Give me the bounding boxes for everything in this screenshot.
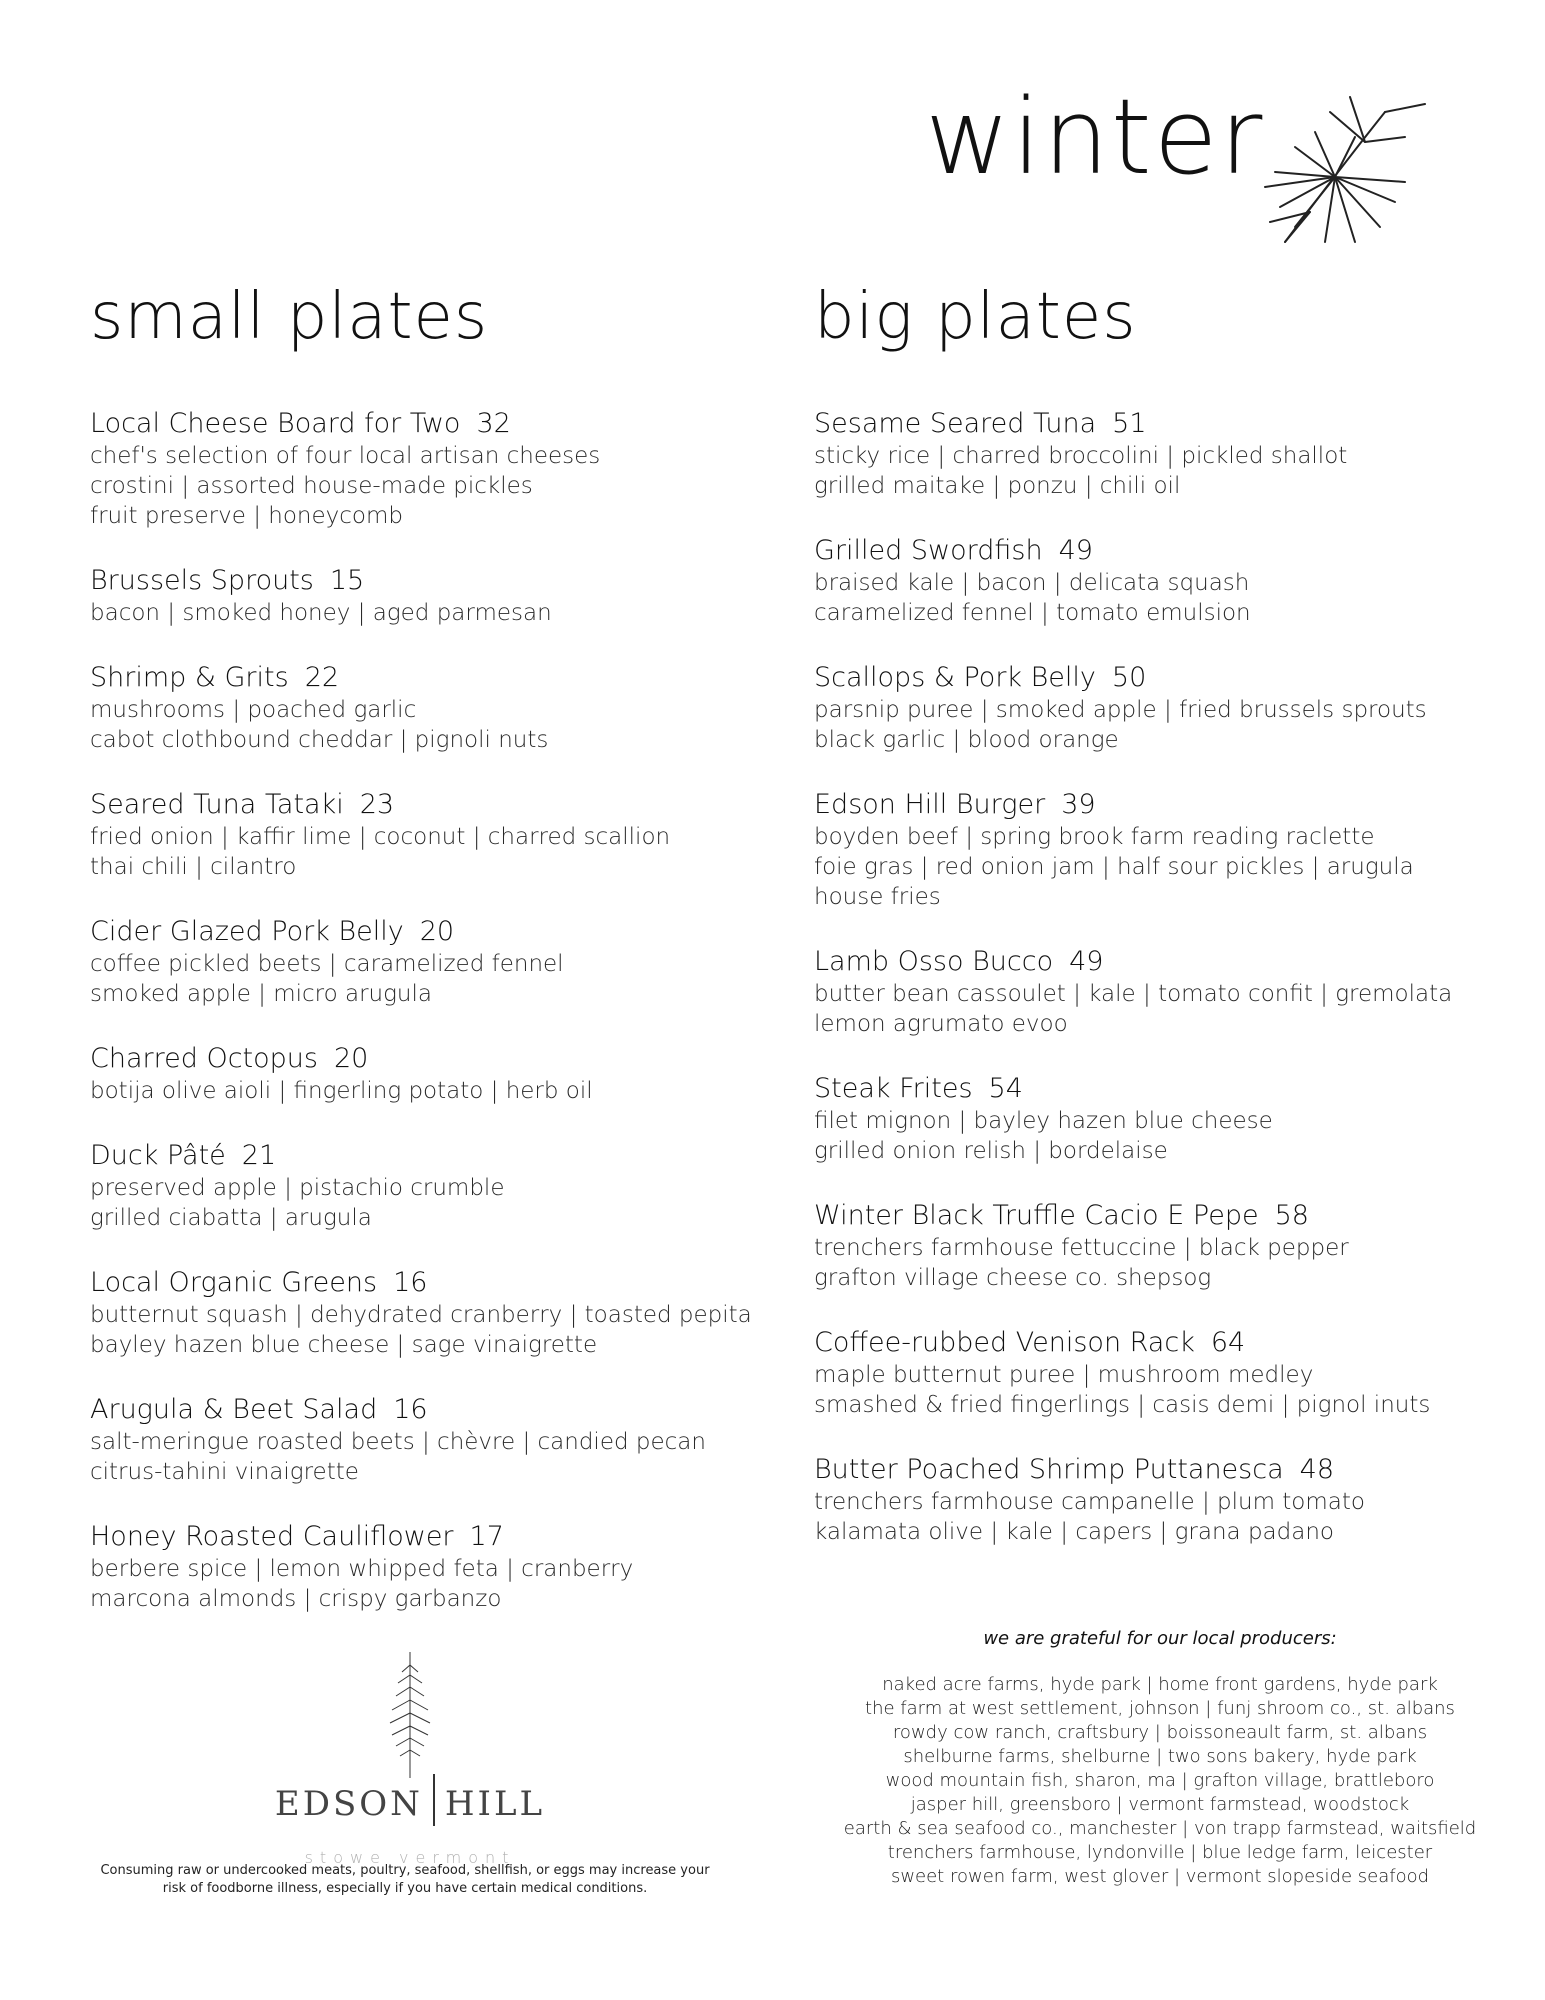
menu-item-header <box>90 1139 770 1173</box>
menu-item-price: 49 <box>1069 946 1104 977</box>
menu-item-price: 16 <box>393 1394 428 1425</box>
menu-item-description: fried onion | kaffir lime | coconut | charred scallion <box>90 824 671 850</box>
menu-item-description: boyden beef | spring brook farm reading raclette <box>814 824 1375 850</box>
menu-item-description: marcona almonds | crispy garbanzo <box>90 1586 502 1612</box>
menu-item-name: Cider Glazed Pork Belly <box>90 916 404 947</box>
menu-item-header <box>814 788 1514 822</box>
season-title: winter <box>925 76 1265 198</box>
menu-item-price: 39 <box>1061 789 1096 820</box>
section-title-big-plates: big plates <box>814 280 1137 354</box>
menu-item-description: chef's selection of four local artisan cheeses <box>90 443 601 469</box>
menu-item-description: butter bean cassoulet | kale | tomato confit | gremolata <box>814 981 1453 1007</box>
menu-item-header <box>814 1072 1514 1106</box>
menu-item-description: mushrooms | poached garlic <box>90 697 417 723</box>
menu-item-price: 22 <box>304 662 340 693</box>
menu-item <box>90 1520 770 1614</box>
menu-item-name: Seared Tuna Tataki <box>90 789 344 820</box>
brand-name-left: EDSON <box>274 1784 423 1824</box>
menu-item <box>814 534 1514 628</box>
menu-item-price: 64 <box>1210 1327 1246 1358</box>
menu-item-header <box>814 945 1514 979</box>
menu-item-description: botija olive aioli | fingerling potato | herb oil <box>90 1078 593 1104</box>
menu-item <box>814 1453 1514 1547</box>
menu-item-description: trenchers farmhouse fettuccine | black pepper <box>814 1235 1349 1261</box>
menu-item-description: kalamata olive | kale | capers | grana padano <box>814 1519 1334 1545</box>
menu-item-description: fruit preserve | honeycomb <box>90 503 403 529</box>
producer-line: shelburne farms, shelburne | two sons bakery, hyde park <box>903 1746 1417 1767</box>
menu-item-header <box>814 1326 1514 1360</box>
producer-line: earth & sea seafood co., manchester | von trapp farmstead, waitsfield <box>843 1818 1477 1839</box>
menu-item <box>90 407 770 531</box>
menu-item-name: Duck Pâté <box>90 1140 226 1171</box>
menu-item <box>90 1042 770 1106</box>
menu-item-header <box>90 788 770 822</box>
menu-item-description: preserved apple | pistachio crumble <box>90 1175 505 1201</box>
menu-item-header <box>90 1520 770 1554</box>
menu-item-description: foie gras | red onion jam | half sour pickles | arugula <box>814 854 1414 880</box>
menu-item-header <box>90 564 770 598</box>
small-plates-column <box>90 280 770 1647</box>
menu-item-description: smoked apple | micro arugula <box>90 981 432 1007</box>
menu-item <box>814 1072 1514 1166</box>
menu-item-price: 16 <box>393 1267 428 1298</box>
menu-item-description: maple butternut puree | mushroom medley <box>814 1362 1314 1388</box>
menu-item <box>90 1139 770 1233</box>
menu-item-description: house fries <box>814 884 941 910</box>
menu-item-price: 15 <box>329 565 365 596</box>
menu-item <box>814 1326 1514 1420</box>
big-plates-column <box>814 280 1514 1580</box>
menu-item-description: grafton village cheese co. shepsog <box>814 1265 1212 1291</box>
brand-name-right: HILL <box>444 1784 546 1824</box>
menu-item-description: filet mignon | bayley hazen blue cheese <box>814 1108 1273 1134</box>
menu-item-description: parsnip puree | smoked apple | fried brussels sprouts <box>814 697 1427 723</box>
producer-line: sweet rowen farm, west glover | vermont slopeside seafood <box>890 1866 1430 1887</box>
menu-item <box>814 407 1514 501</box>
menu-item-description: bacon | smoked honey | aged parmesan <box>90 600 552 626</box>
menu-item <box>814 788 1514 912</box>
menu-item <box>90 661 770 755</box>
menu-item-price: 54 <box>988 1073 1023 1104</box>
menu-item-price: 50 <box>1111 662 1147 693</box>
producer-line: wood mountain fish, sharon, ma | grafton village, brattleboro <box>885 1770 1435 1791</box>
menu-item-name: Honey Roasted Cauliflower <box>90 1521 454 1552</box>
menu-item-price: 20 <box>333 1043 369 1074</box>
menu-item <box>814 661 1514 755</box>
menu-item <box>814 945 1514 1039</box>
menu-item <box>90 915 770 1009</box>
menu-item-header <box>90 1393 770 1427</box>
local-producers <box>800 1628 1520 1889</box>
pine-branch-icon <box>1255 92 1435 252</box>
menu-item-name: Local Cheese Board for Two <box>90 408 461 439</box>
menu-item <box>814 1199 1514 1293</box>
menu-item-price: 17 <box>469 1521 504 1552</box>
menu-item-name: Shrimp & Grits <box>90 662 289 693</box>
disclaimer-line: risk of foodborne illness, especially if you have certain medical conditions. <box>162 1881 648 1896</box>
producers-list <box>800 1673 1520 1889</box>
producer-line: naked acre farms, hyde park | home front gardens, hyde park <box>882 1674 1438 1695</box>
menu-item-name: Local Organic Greens <box>90 1267 378 1298</box>
menu-item-price: 51 <box>1112 408 1147 439</box>
producer-line: trenchers farmhouse, lyndonville | blue ledge farm, leicester <box>887 1842 1433 1863</box>
menu-item-description: braised kale | bacon | delicata squash <box>814 570 1250 596</box>
menu-item-description: smashed & fried fingerlings | casis demi | pignol inuts <box>814 1392 1431 1418</box>
menu-item <box>90 1393 770 1487</box>
menu-item <box>90 788 770 882</box>
tree-icon <box>380 1650 440 1780</box>
menu-item-name: Brussels Sprouts <box>90 565 314 596</box>
menu-item <box>90 564 770 628</box>
section-title-small-plates: small plates <box>90 280 489 354</box>
menu-item-price: 48 <box>1299 1454 1334 1485</box>
small-plates-list <box>90 407 770 1614</box>
menu-item-description: trenchers farmhouse campanelle | plum tomato <box>814 1489 1365 1515</box>
menu-item-header <box>814 1453 1514 1487</box>
menu-item-header <box>90 661 770 695</box>
menu-item-name: Winter Black Truffle Cacio E Pepe <box>814 1200 1259 1231</box>
menu-item-description: butternut squash | dehydrated cranberry | toasted pepita <box>90 1302 752 1328</box>
disclaimer-line: Consuming raw or undercooked meats, poultry, seafood, shellfish, or eggs may increase your <box>100 1863 710 1878</box>
menu-item-header <box>814 407 1514 441</box>
menu-item-header <box>90 1042 770 1076</box>
menu-item-name: Sesame Seared Tuna <box>814 408 1097 439</box>
menu-item-header <box>814 534 1514 568</box>
menu-item-description: grilled ciabatta | arugula <box>90 1205 372 1231</box>
menu-item-description: grilled onion relish | bordelaise <box>814 1138 1168 1164</box>
menu-item-description: crostini | assorted house-made pickles <box>90 473 533 499</box>
menu-item-description: grilled maitake | ponzu | chili oil <box>814 473 1181 499</box>
menu-item-description: citrus-tahini vinaigrette <box>90 1459 359 1485</box>
menu-item-description: salt-meringue roasted beets | chèvre | candied pecan <box>90 1429 706 1455</box>
menu-item-description: thai chili | cilantro <box>90 854 297 880</box>
menu-item <box>90 1266 770 1360</box>
menu-item-price: 32 <box>476 408 511 439</box>
producer-line: jasper hill, greensboro | vermont farmstead, woodstock <box>910 1794 1410 1815</box>
producer-line: the farm at west settlement, johnson | funj shroom co., st. albans <box>865 1698 1455 1719</box>
producer-line: rowdy cow ranch, craftsbury | boissoneault farm, st. albans <box>892 1722 1428 1743</box>
brand-divider <box>433 1774 435 1826</box>
menu-item-price: 21 <box>241 1140 277 1171</box>
menu-item-name: Lamb Osso Bucco <box>814 946 1054 977</box>
menu-item-name: Steak Frites <box>814 1073 973 1104</box>
menu-item-description: lemon agrumato evoo <box>814 1011 1068 1037</box>
menu-item-header <box>90 407 770 441</box>
menu-item-header <box>814 1199 1514 1233</box>
menu-item-name: Grilled Swordfish <box>814 535 1043 566</box>
menu-item-price: 49 <box>1058 535 1093 566</box>
menu-item-name: Arugula & Beet Salad <box>90 1394 378 1425</box>
menu-item-description: sticky rice | charred broccolini | pickled shallot <box>814 443 1348 469</box>
big-plates-list <box>814 407 1514 1547</box>
menu-item-description: black garlic | blood orange <box>814 727 1119 753</box>
menu-item-name: Edson Hill Burger <box>814 789 1046 820</box>
menu-item-name: Scallops & Pork Belly <box>814 662 1096 693</box>
menu-item-name: Charred Octopus <box>90 1043 318 1074</box>
menu-item-description: coffee pickled beets | caramelized fennel <box>90 951 564 977</box>
edson-hill-logo <box>270 1650 550 1867</box>
menu-item-price: 58 <box>1274 1200 1309 1231</box>
menu-item-description: cabot clothbound cheddar | pignoli nuts <box>90 727 549 753</box>
brand-location: stowe vermont <box>304 1848 516 1867</box>
menu-item-header <box>814 661 1514 695</box>
menu-item-name: Coffee-rubbed Venison Rack <box>814 1327 1195 1358</box>
menu-item-price: 23 <box>359 789 395 820</box>
brand-name <box>270 1780 550 1832</box>
menu-item-name: Butter Poached Shrimp Puttanesca <box>814 1454 1284 1485</box>
menu-item-description: bayley hazen blue cheese | sage vinaigrette <box>90 1332 598 1358</box>
menu-item-price: 20 <box>419 916 455 947</box>
producers-title: we are grateful for our local producers: <box>983 1628 1337 1649</box>
food-safety-disclaimer <box>90 1862 720 1898</box>
menu-item-header <box>90 1266 770 1300</box>
menu-item-header <box>90 915 770 949</box>
menu-item-description: berbere spice | lemon whipped feta | cranberry <box>90 1556 634 1582</box>
menu-item-description: caramelized fennel | tomato emulsion <box>814 600 1251 626</box>
